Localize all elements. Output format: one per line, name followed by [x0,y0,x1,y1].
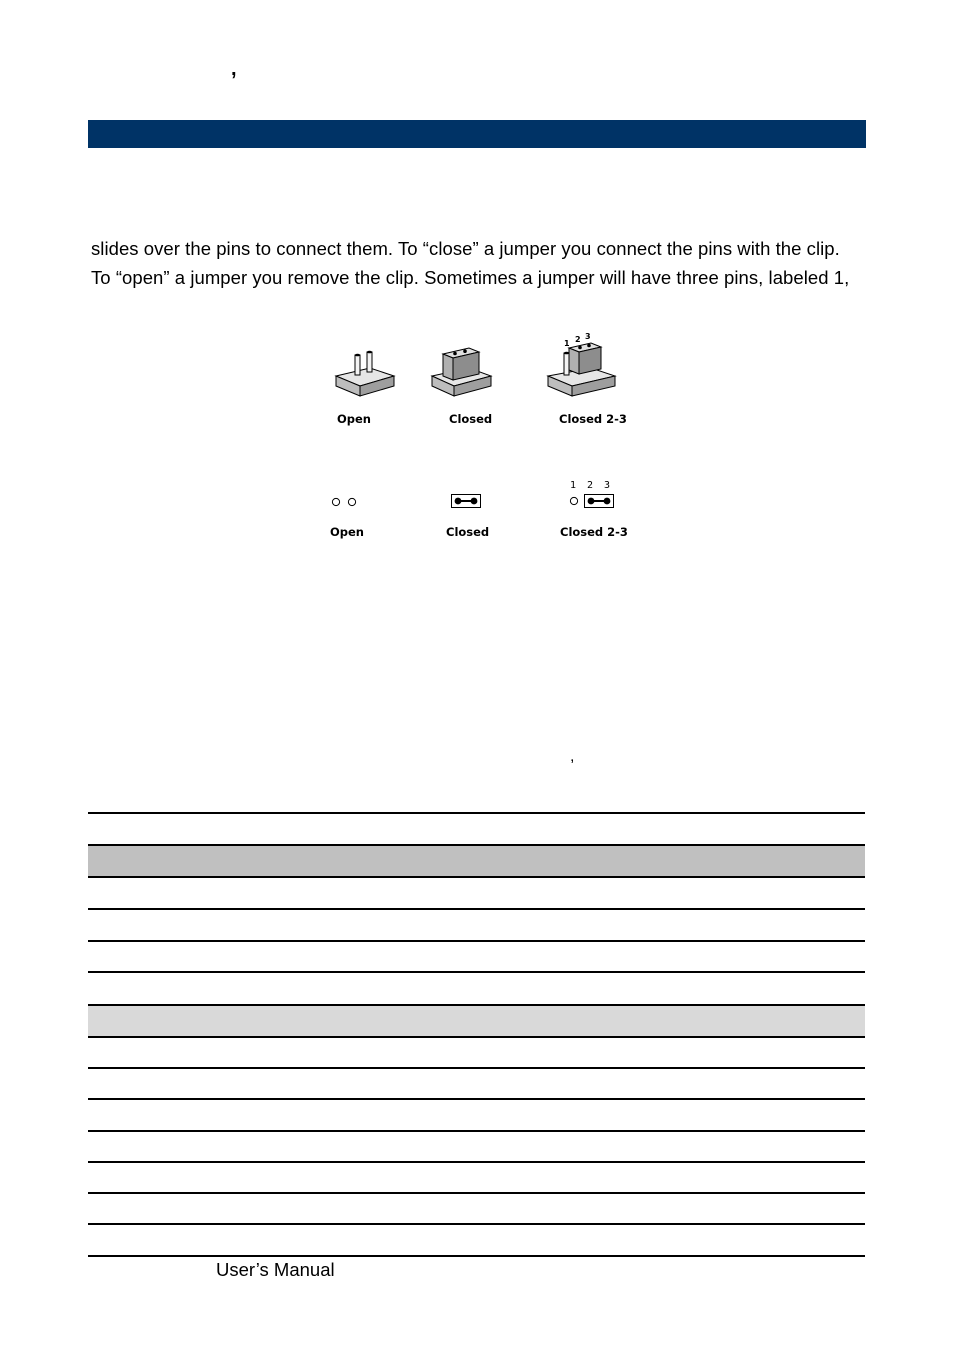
footer-title: User’s Manual [216,1259,335,1280]
open-jumper-3d-icon [332,346,398,398]
table-rule [88,1130,865,1132]
label-closed-3d: Closed [449,412,493,426]
header-mark: , [231,58,237,80]
label-closed-2-3-3d: Closed 2-3 [559,412,627,426]
table-rule [88,940,865,942]
closed-jumper-symbol-icon [451,494,481,508]
table-rule [88,1192,865,1194]
body-text-line-2: To “open” a jumper you remove the clip. Sometimes a jumper will have three pins, labeled 1, [91,267,850,288]
table-rule [88,1223,865,1225]
open-jumper-symbol-icon [330,496,360,508]
pin-number-3: 3 [604,480,611,491]
label-open-symbol: Open [330,525,364,539]
table-rule [88,844,865,846]
pin-number-3-3d: 3 [585,332,591,341]
label-closed-2-3-symbol: Closed 2-3 [560,525,628,539]
label-closed-symbol: Closed [446,525,490,539]
stray-mark: , [570,748,575,765]
body-text-line-1: slides over the pins to connect them. To “close” a jumper you connect the pins with the clip. [91,238,840,259]
table-group-band [88,1005,865,1036]
closed-2-3-jumper-symbol-icon [567,494,615,508]
label-open-3d: Open [337,412,371,426]
table-rule [88,876,865,878]
table-rule [88,1161,865,1163]
pin-number-1-3d: 1 [564,339,570,348]
table-rule [88,812,865,814]
table-rule [88,1067,865,1069]
table-rule [88,908,865,910]
table-rule [88,1036,865,1038]
pin-number-2-3d: 2 [575,335,581,344]
closed-2-3-jumper-3d-icon [545,330,619,398]
table-rule [88,1255,865,1257]
table-rule [88,1098,865,1100]
pin-number-2: 2 [587,480,594,491]
table-rule [88,1004,865,1006]
section-title-bar [88,120,866,148]
table-header-band [88,846,865,876]
closed-jumper-3d-icon [429,346,495,398]
table-rule [88,971,865,973]
pin-number-1: 1 [570,480,577,491]
